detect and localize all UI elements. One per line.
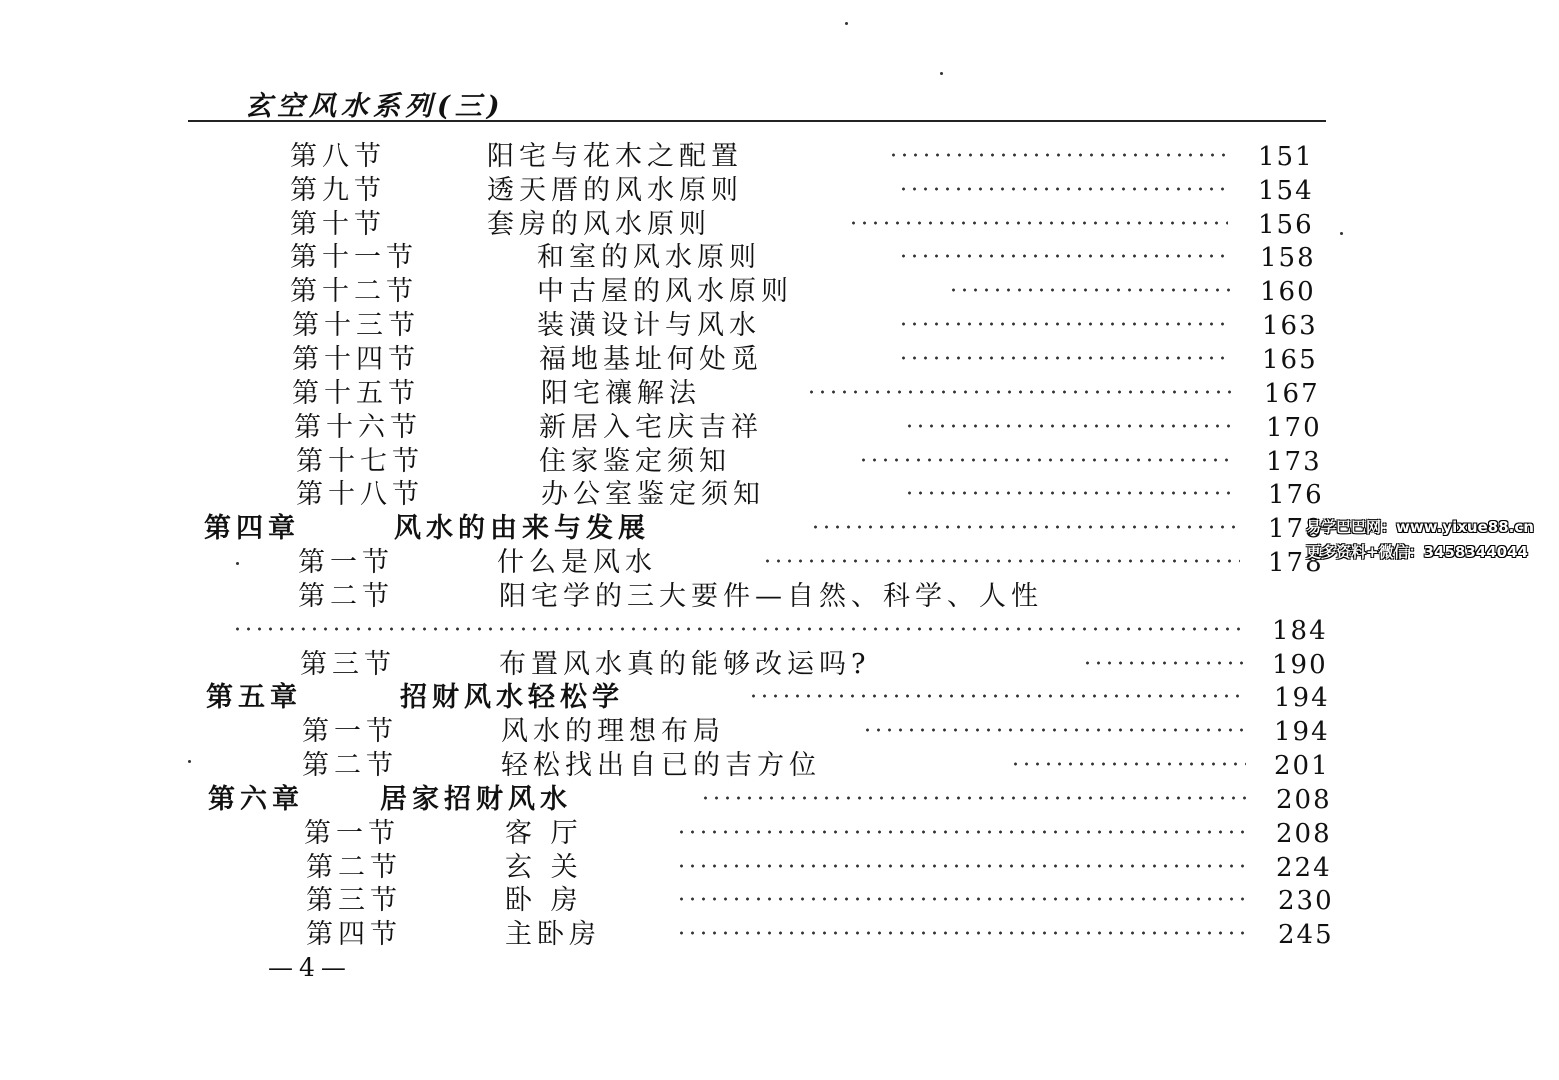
toc-section-row: [290, 241, 1340, 275]
toc-page-number: 176: [1268, 480, 1324, 510]
dot-leader: [904, 491, 1236, 495]
toc-entry-title: 居家招财风水: [380, 784, 572, 815]
toc-section-label: 第十一节: [290, 242, 418, 273]
dot-leader: [676, 931, 1250, 935]
scan-speck: [236, 562, 239, 565]
toc-section-row: [298, 546, 1340, 580]
toc-entry-title: 中古屋的风水原则: [537, 276, 793, 307]
toc-section-row: [294, 411, 1340, 445]
toc-section-row: [302, 749, 1340, 783]
toc-section-label: 第二节: [298, 581, 394, 612]
toc-page-number: 158: [1260, 243, 1316, 273]
toc-entry-title: 风水的由来与发展: [394, 513, 650, 544]
watermark-contact: 更多资料+微信：3458344044: [1306, 543, 1528, 561]
toc-page-number: 208: [1276, 785, 1332, 815]
toc-section-row: [302, 715, 1340, 749]
toc-section-label: 第十七节: [296, 446, 424, 477]
toc-page-number: 160: [1260, 277, 1316, 307]
toc-page-number: 190: [1272, 650, 1328, 680]
dot-leader: [1010, 762, 1246, 766]
toc-section-label: 第十六节: [294, 412, 422, 443]
toc-section-label: 第十八节: [296, 479, 424, 510]
toc-section-label: 第一节: [298, 547, 394, 578]
toc-entry-title: 阳宅与花木之配置: [487, 141, 743, 172]
running-header-title: 玄空风水系列(三): [245, 91, 505, 122]
page-number: —4—: [268, 953, 352, 982]
toc-section-label: 第一节: [302, 716, 398, 747]
toc-section-row: [290, 174, 1340, 208]
toc-section-label: 第三节: [300, 649, 396, 680]
dot-leader: [232, 627, 1244, 631]
toc-section-row: [292, 343, 1340, 377]
toc-entry-title: 和室的风水原则: [537, 242, 761, 273]
scan-speck: [1340, 232, 1343, 235]
toc-entry-title: 布置风水真的能够改运吗?: [499, 649, 871, 680]
toc-section-label: 第九节: [290, 175, 386, 206]
dot-leader: [806, 390, 1232, 394]
scan-speck: [188, 760, 191, 763]
watermark-site: 易学巴巴网：www.yixue88.cn: [1306, 518, 1534, 536]
toc-section-label: 第十二节: [290, 276, 418, 307]
toc-page-number: 163: [1262, 311, 1318, 341]
toc-section-label: 第二节: [306, 852, 402, 883]
toc-page-number: 178: [1268, 548, 1324, 578]
dot-leader: [862, 728, 1246, 732]
header-rule: [188, 120, 1326, 122]
dot-leader: [748, 694, 1244, 698]
toc-section-row: [290, 208, 1340, 242]
toc-page-number: 201: [1274, 751, 1330, 781]
toc-section-label: 第二节: [302, 750, 398, 781]
toc-page-number: 194: [1274, 683, 1330, 713]
toc-section-row: [300, 648, 1340, 682]
toc-page-number: 224: [1276, 853, 1332, 883]
toc-page-number: 173: [1266, 447, 1322, 477]
toc-entry-title: 装潢设计与风水: [537, 310, 761, 341]
dot-leader: [858, 458, 1234, 462]
toc-page-number: 184: [1272, 616, 1328, 646]
toc-section-label: 第十四节: [292, 344, 420, 375]
dot-leader: [700, 796, 1246, 800]
toc-section-label: 第三节: [306, 885, 402, 916]
dot-leader: [898, 322, 1232, 326]
toc-section-row: [292, 309, 1340, 343]
toc-section-row: [306, 884, 1340, 918]
toc-entry-title: 什么是风水: [497, 547, 657, 578]
toc-page-number: 178: [1268, 514, 1324, 544]
watermark: [1306, 515, 1551, 565]
toc-section-label: 第十三节: [292, 310, 420, 341]
scan-speck: [845, 22, 848, 25]
dot-leader: [948, 288, 1230, 292]
toc-section-row: [306, 918, 1340, 952]
dot-leader: [888, 153, 1228, 157]
dot-leader: [898, 356, 1232, 360]
toc-entry-title: 风水的理想布局: [501, 716, 725, 747]
toc-section-label: 第一节: [304, 818, 400, 849]
toc-section-label: 第十五节: [292, 378, 420, 409]
toc-entry-title: 新居入宅庆吉祥: [539, 412, 763, 443]
toc-entry-title: 客 厅: [505, 818, 583, 849]
toc-chapter-row: [204, 512, 1340, 546]
toc-page-number: 156: [1258, 210, 1314, 240]
toc-entry-title: 福地基址何处觅: [539, 344, 763, 375]
toc-page-number: 230: [1278, 886, 1334, 916]
toc-chapter-label: 第四章: [204, 513, 300, 544]
toc-section-row: [306, 851, 1340, 885]
toc-chapter-label: 第六章: [208, 784, 304, 815]
dot-leader: [676, 864, 1248, 868]
toc-page-number: 208: [1276, 819, 1332, 849]
toc-section-row: [290, 140, 1340, 174]
toc-section-row: [290, 275, 1340, 309]
toc-entry-title: 主卧房: [505, 919, 601, 950]
toc-chapter-row: [206, 681, 1340, 715]
toc-section-row: [304, 817, 1340, 851]
toc-section-row: [296, 445, 1340, 479]
dot-leader: [898, 254, 1228, 258]
toc-entry-title: 住家鉴定须知: [539, 446, 731, 477]
toc-page-number: 245: [1278, 920, 1334, 950]
toc-entry-title: 办公室鉴定须知: [541, 479, 765, 510]
toc-page-number: 170: [1266, 413, 1322, 443]
toc-page-number: 154: [1258, 176, 1314, 206]
dot-leader: [676, 830, 1248, 834]
toc-page-number: 165: [1262, 345, 1318, 375]
toc-section-label: 第四节: [306, 919, 402, 950]
dot-leader: [898, 187, 1228, 191]
dot-leader: [904, 424, 1234, 428]
toc-page-number: 194: [1274, 717, 1330, 747]
toc-entry-title: 透天厝的风水原则: [487, 175, 743, 206]
toc-entry-title: 卧 房: [505, 885, 583, 916]
toc-entry-title: 招财风水轻松学: [400, 682, 624, 713]
toc-continuation-row: [228, 614, 1340, 648]
toc-section-label: 第八节: [290, 141, 386, 172]
dot-leader: [762, 559, 1240, 563]
toc-chapter-row: [208, 783, 1340, 817]
toc-entry-title: 阳宅学的三大要件—自然、科学、人性: [499, 581, 1043, 612]
toc-section-row: [292, 377, 1340, 411]
toc-chapter-label: 第五章: [206, 682, 302, 713]
dot-leader: [1082, 661, 1244, 665]
scan-speck: [940, 72, 943, 75]
toc-section-row: [296, 478, 1340, 512]
toc-entry-title: 玄 关: [505, 852, 583, 883]
dot-leader: [676, 897, 1248, 901]
toc-section-label: 第十节: [290, 209, 386, 240]
dot-leader: [810, 525, 1240, 529]
toc-entry-title: 轻松找出自已的吉方位: [501, 750, 821, 781]
toc-section-row: [298, 580, 1340, 614]
toc-page-number: 167: [1264, 379, 1320, 409]
toc-entry-title: 阳宅禳解法: [541, 378, 701, 409]
toc-entry-title: 套房的风水原则: [487, 209, 711, 240]
dot-leader: [848, 221, 1228, 225]
toc-page-number: 151: [1258, 142, 1314, 172]
